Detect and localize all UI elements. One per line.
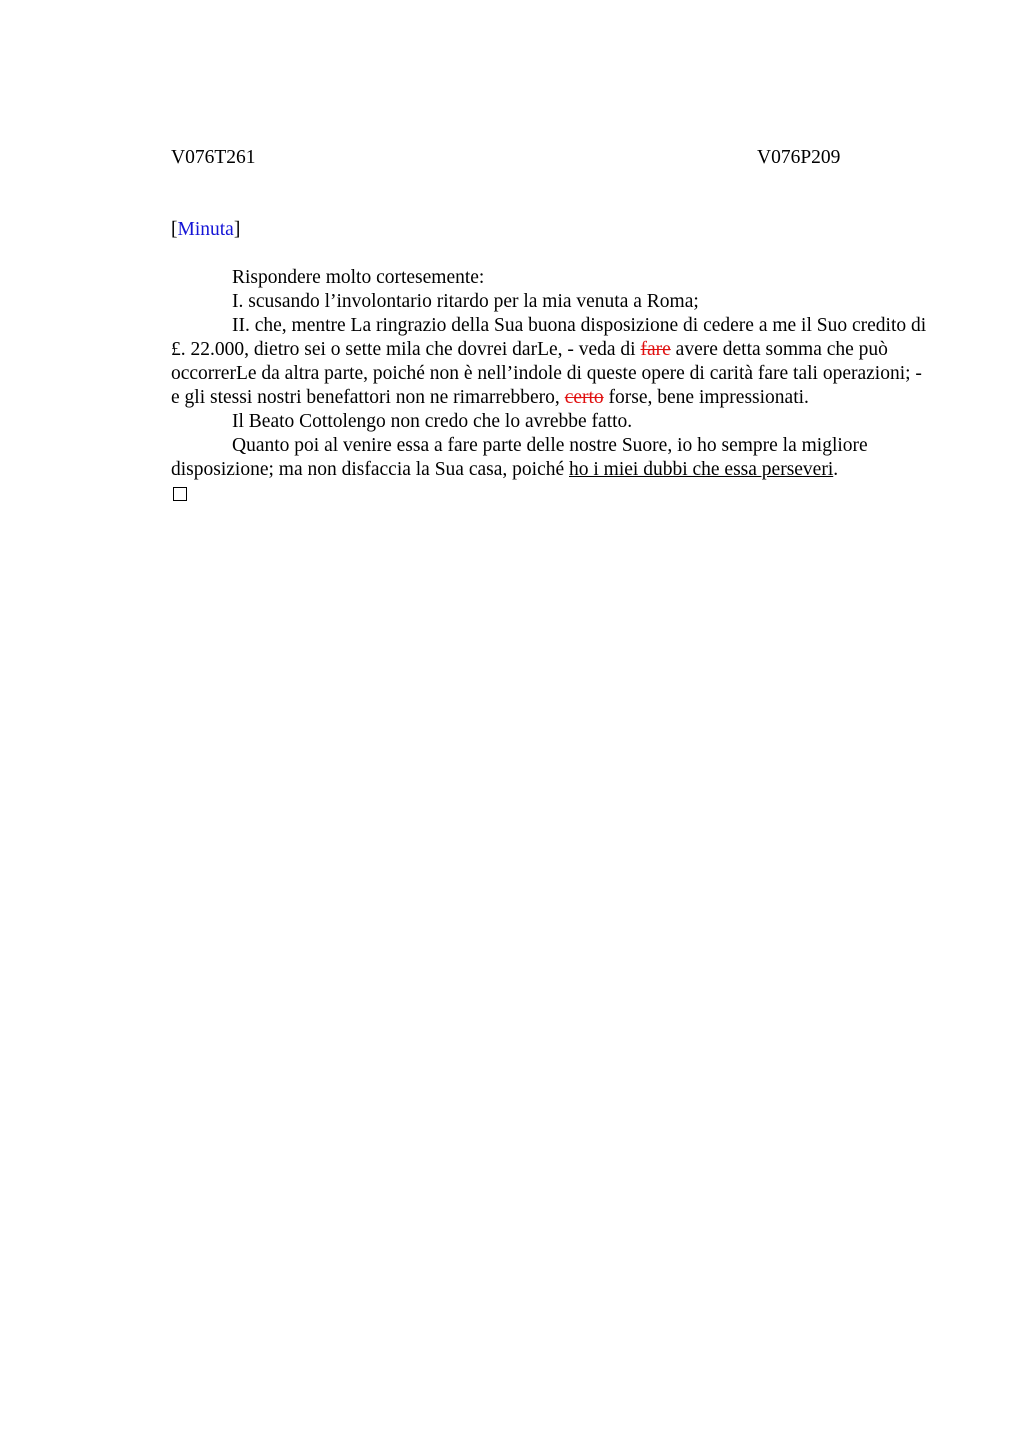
document-code-right: V076P209 xyxy=(757,147,841,168)
bracket-open: [ xyxy=(171,219,178,240)
paragraph-3-part-1: II. che, mentre La ringrazio della Sua buona disposizione di cedere a me il Suo credito di £. 22.000, dietro sei o sette mila che dovrei darLe, - veda di xyxy=(171,315,927,360)
deleted-word-fare: fare xyxy=(640,339,671,360)
deleted-word-certo: certo xyxy=(564,387,604,408)
paragraph-3-part-2: avere detta somma che può occorrerLe da altra parte, poiché non è nell’indole di queste opere di carità fare tali operazioni; - e gli stessi nostri benefattori non ne rimarrebbero, xyxy=(171,339,922,408)
paragraph-5-part-1: Quanto poi al venire essa a fare parte delle nostre Suore, io ho sempre la migliore disposizione; ma non disfaccia la Sua casa, poiché xyxy=(171,435,868,480)
bracket-close: ] xyxy=(233,219,241,240)
minuta-label xyxy=(171,218,240,242)
paragraph-5 xyxy=(171,434,931,482)
paragraph-3-part-3: forse, bene impressionati. xyxy=(603,387,809,408)
paragraph-1: Rispondere molto cortesemente: xyxy=(232,267,485,288)
paragraph-4: Il Beato Cottolengo non credo che lo avrebbe fatto. xyxy=(232,411,633,432)
paragraph-5-part-2: . xyxy=(833,459,839,480)
paragraph-3 xyxy=(171,314,931,410)
underlined-phrase: ho i miei dubbi che essa perseveri xyxy=(569,459,834,480)
paragraph-2: I. scusando l’involontario ritardo per la mia venuta a Roma; xyxy=(232,291,699,312)
letter-body xyxy=(171,266,931,508)
document-code-left: V076T261 xyxy=(171,147,256,168)
minuta-text: Minuta xyxy=(177,219,234,240)
end-marker-box-icon xyxy=(173,487,187,501)
